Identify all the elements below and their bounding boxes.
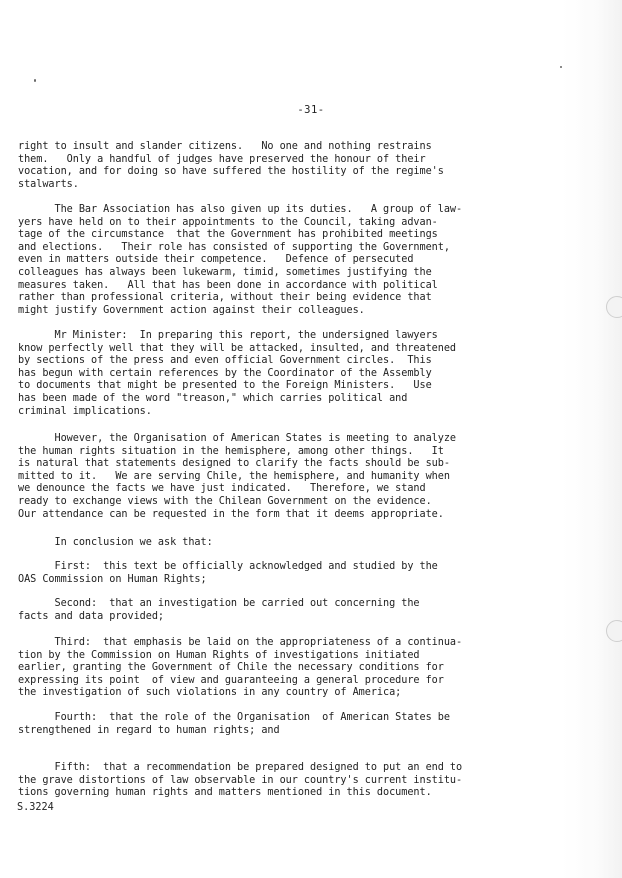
text-line: In conclusion we ask that: [18,537,213,548]
text-line: vocation, and for doing so have suffered the hostility of the regime's [18,166,444,178]
page-edge-shadow [562,0,622,878]
text-line: However, the Organisation of American States is meeting to analyze [18,433,457,444]
text-line: earlier, granting the Government of Chile the necessary conditions for [18,662,444,674]
text-line: and elections. Their role has consisted of supporting the Government, [18,241,450,253]
text-line: stalwarts. [18,178,79,190]
text-line: the human rights situation in the hemisphere, among other things. It [18,445,444,457]
text-line: has been made of the word "treason," which carries political and [18,393,408,404]
text-line: colleagues has always been lukewarm, timid, sometimes justifying the [18,267,432,278]
text-line: the grave distortions of law observable in our country's current institu- [18,774,463,786]
text-line: tion by the Commission on Human Rights of investigations initiated [18,649,420,661]
text-line: Our attendance can be requested in the form that it deems appropriate. [18,508,444,520]
text-line: criminal implications. [18,405,152,417]
text-line: yers have held on to their appointments to the Council, taking advan- [18,216,438,228]
text-line: is natural that statements designed to clarify the facts should be sub- [18,458,450,470]
text-line: facts and data provided; [18,610,165,622]
text-line: might justify Government action against their colleagues. [18,304,365,316]
text-line: measures taken. All that has been done in accordance with political [18,279,438,291]
text-line: even in matters outside their competence. Defence of persecuted [18,254,414,266]
punch-hole [606,296,622,318]
document-reference: S.3224 [17,802,54,813]
text-line: tage of the circumstance that the Government has prohibited meetings [18,229,438,241]
text-line: Fourth: that the role of the Organisation of American States be [18,712,450,723]
text-line: to documents that might be presented to the Foreign Ministers. Use [18,380,432,392]
text-line: Third: that emphasis be laid on the appropriateness of a continua- [18,637,463,648]
text-line: the investigation of such violations in any country of America; [18,687,402,699]
text-line: First: this text be officially acknowledged and studied by the [18,561,438,572]
text-line: strengthened in regard to human rights; and [18,724,280,736]
text-line: Second: that an investigation be carried out concerning the [18,598,420,609]
text-line: ready to exchange views with the Chilean Government on the evidence. [18,496,432,507]
text-line: has begun with certain references by the Coordinator of the Assembly [18,367,432,379]
text-line: know perfectly well that they will be attacked, insulted, and threatened [18,342,457,354]
text-line: right to insult and slander citizens. No one and nothing restrains [18,141,432,152]
text-line: expressing its point of view and guaranteeing a general procedure for [18,674,444,686]
text-line: we denounce the facts we have just indicated. Therefore, we stand [18,483,426,495]
scan-speck [560,66,562,68]
text-line: them. Only a handful of judges have preserved the honour of their [18,153,426,165]
text-line: tions governing human rights and matters mentioned in this document. [18,787,432,799]
text-line: The Bar Association has also given up its duties. A group of law- [18,204,463,215]
page-number: -31- [297,104,325,116]
text-line: Fifth: that a recommendation be prepared designed to put an end to [18,762,463,773]
punch-hole [606,620,622,642]
text-line: OAS Commission on Human Rights; [18,573,207,585]
scan-speck [34,79,36,82]
text-line: mitted to it. We are serving Chile, the hemisphere, and humanity when [18,470,450,482]
text-line: rather than professional criteria, without their being evidence that [18,292,432,304]
text-line: Mr Minister: In preparing this report, the undersigned lawyers [18,330,438,341]
text-line: by sections of the press and even official Government circles. This [18,355,432,367]
